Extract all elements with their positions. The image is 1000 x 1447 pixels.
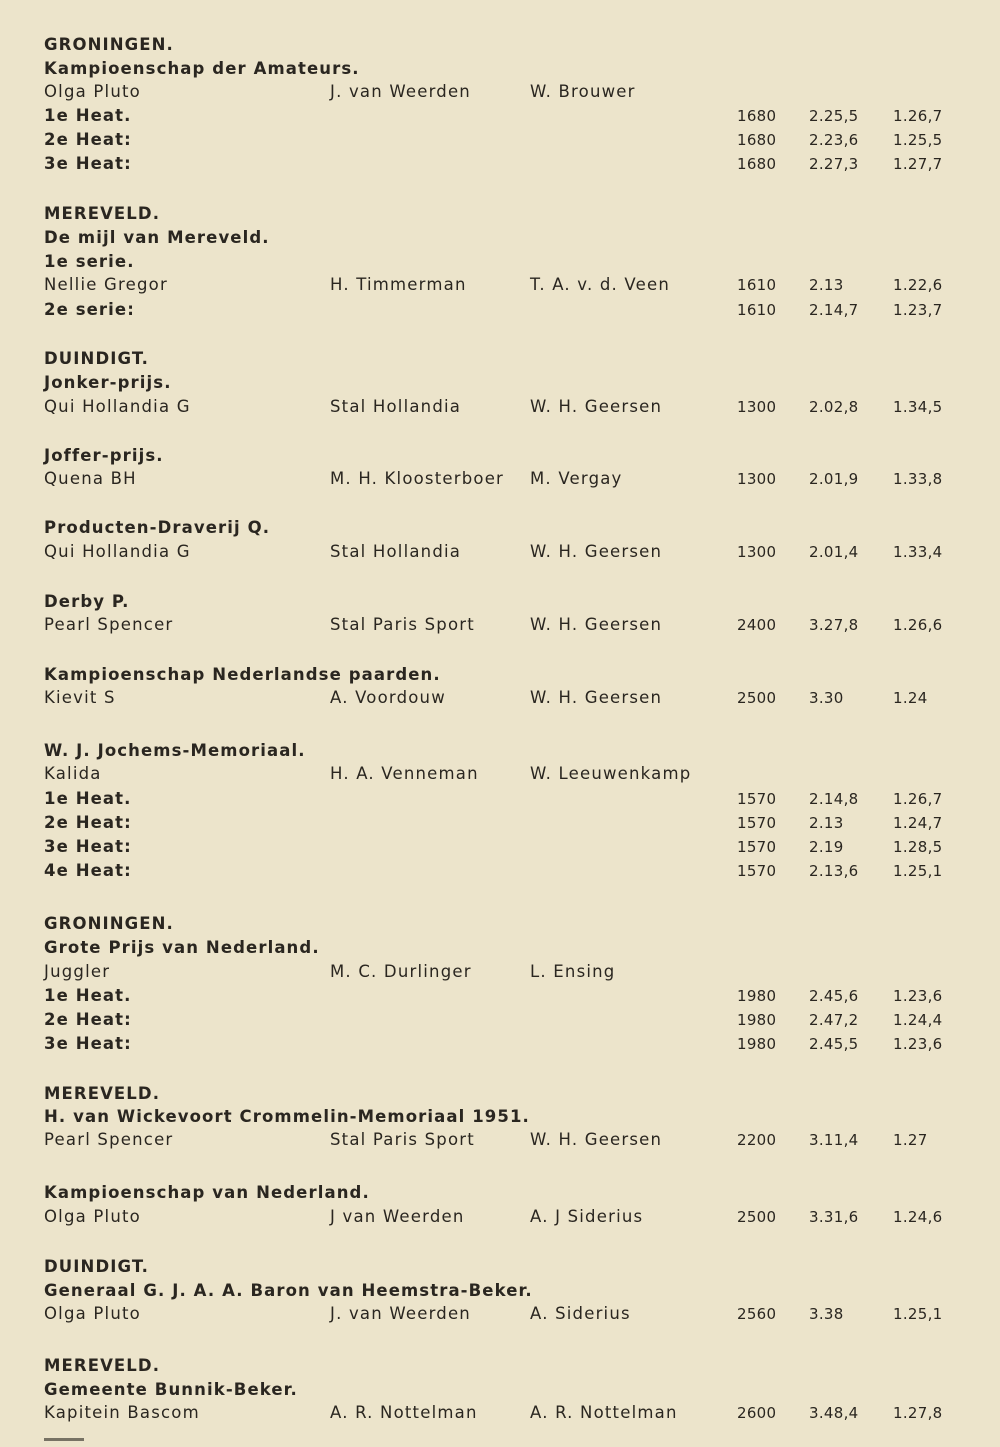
result-line bbox=[0, 613, 1000, 637]
km-time-value: 1.25,5 bbox=[893, 131, 943, 149]
distance-value: 2560 bbox=[737, 1305, 777, 1323]
race-label: Kalida bbox=[44, 764, 102, 783]
time-value: 2.45,6 bbox=[809, 987, 859, 1005]
result-line bbox=[0, 1128, 1000, 1152]
race-label: DUINDIGT. bbox=[44, 349, 150, 368]
time-value: 3.27,8 bbox=[809, 616, 859, 634]
race-label: 3e Heat: bbox=[44, 837, 132, 856]
distance-value: 1570 bbox=[737, 790, 777, 808]
race-label: 2e Heat: bbox=[44, 813, 132, 832]
section-heading-line bbox=[0, 1082, 1000, 1106]
race-label: Gemeente Bunnik-Beker. bbox=[44, 1380, 298, 1399]
km-time-value: 1.26,6 bbox=[893, 616, 943, 634]
distance-value: 2400 bbox=[737, 616, 777, 634]
owner-name: M. H. Kloosterboer bbox=[330, 469, 505, 488]
section-heading-line bbox=[0, 444, 1000, 468]
driver-name: W. H. Geersen bbox=[530, 397, 663, 416]
section-heading-line bbox=[0, 1378, 1000, 1402]
time-value: 2.45,5 bbox=[809, 1035, 859, 1053]
section-heading-line bbox=[0, 1181, 1000, 1205]
race-label: Kievit S bbox=[44, 688, 116, 707]
km-time-value: 1.27 bbox=[893, 1131, 928, 1149]
race-label: GRONINGEN. bbox=[44, 914, 174, 933]
race-label: Jonker-prijs. bbox=[44, 373, 172, 392]
section-heading-line bbox=[0, 1008, 1000, 1032]
distance-value: 1610 bbox=[737, 301, 777, 319]
km-time-value: 1.23,6 bbox=[893, 987, 943, 1005]
distance-value: 1980 bbox=[737, 1035, 777, 1053]
time-value: 2.14,7 bbox=[809, 301, 859, 319]
race-label: Quena BH bbox=[44, 469, 137, 488]
result-line bbox=[0, 395, 1000, 419]
driver-name: W. Leeuwenkamp bbox=[530, 764, 692, 783]
owner-name: A. R. Nottelman bbox=[330, 1403, 478, 1422]
time-value: 2.01,9 bbox=[809, 470, 859, 488]
section-heading-line bbox=[0, 859, 1000, 883]
time-value: 2.47,2 bbox=[809, 1011, 859, 1029]
distance-value: 1680 bbox=[737, 107, 777, 125]
distance-value: 1980 bbox=[737, 987, 777, 1005]
race-label: 1e Heat. bbox=[44, 789, 132, 808]
section-heading-line bbox=[0, 1032, 1000, 1056]
owner-name: Stal Hollandia bbox=[330, 397, 462, 416]
time-value: 2.13 bbox=[809, 276, 844, 294]
distance-value: 1680 bbox=[737, 131, 777, 149]
section-heading-line bbox=[0, 57, 1000, 81]
race-label: Olga Pluto bbox=[44, 1207, 141, 1226]
race-label: Kapitein Bascom bbox=[44, 1403, 200, 1422]
race-label: Pearl Spencer bbox=[44, 1130, 174, 1149]
race-label: 1e serie. bbox=[44, 252, 135, 271]
section-heading-line bbox=[0, 811, 1000, 835]
result-line bbox=[0, 686, 1000, 710]
race-label: Kampioenschap Nederlandse paarden. bbox=[44, 665, 441, 684]
race-label: 2e Heat: bbox=[44, 130, 132, 149]
race-label: Producten-Draverij Q. bbox=[44, 518, 271, 537]
time-value: 2.13,6 bbox=[809, 862, 859, 880]
section-heading-line bbox=[0, 347, 1000, 371]
race-label: 2e serie: bbox=[44, 300, 135, 319]
race-label: Kampioenschap van Nederland. bbox=[44, 1183, 370, 1202]
section-heading-line bbox=[0, 371, 1000, 395]
race-label: Derby P. bbox=[44, 592, 130, 611]
owner-name: Stal Paris Sport bbox=[330, 615, 475, 634]
race-label: 3e Heat: bbox=[44, 1034, 132, 1053]
race-label: MEREVELD. bbox=[44, 204, 161, 223]
owner-name: A. Voordouw bbox=[330, 688, 446, 707]
race-label: W. J. Jochems-Memoriaal. bbox=[44, 741, 306, 760]
driver-name: W. H. Geersen bbox=[530, 615, 663, 634]
time-value: 2.27,3 bbox=[809, 155, 859, 173]
race-label: Olga Pluto bbox=[44, 82, 141, 101]
time-value: 3.30 bbox=[809, 689, 844, 707]
page-number-fragment bbox=[44, 1438, 84, 1441]
time-value: 3.38 bbox=[809, 1305, 844, 1323]
driver-name: W. H. Geersen bbox=[530, 1130, 663, 1149]
race-label: Pearl Spencer bbox=[44, 615, 174, 634]
km-time-value: 1.33,8 bbox=[893, 470, 943, 488]
time-value: 2.14,8 bbox=[809, 790, 859, 808]
result-line bbox=[0, 1205, 1000, 1229]
distance-value: 1680 bbox=[737, 155, 777, 173]
race-label: MEREVELD. bbox=[44, 1356, 161, 1375]
section-heading-line bbox=[0, 298, 1000, 322]
km-time-value: 1.22,6 bbox=[893, 276, 943, 294]
km-time-value: 1.34,5 bbox=[893, 398, 943, 416]
section-heading-line bbox=[0, 128, 1000, 152]
km-time-value: 1.28,5 bbox=[893, 838, 943, 856]
result-line bbox=[0, 467, 1000, 491]
section-heading-line bbox=[0, 1255, 1000, 1279]
driver-name: W. H. Geersen bbox=[530, 688, 663, 707]
owner-name: H. A. Venneman bbox=[330, 764, 479, 783]
time-value: 2.23,6 bbox=[809, 131, 859, 149]
driver-name: A. R. Nottelman bbox=[530, 1403, 678, 1422]
result-line bbox=[0, 80, 1000, 104]
result-line bbox=[0, 1302, 1000, 1326]
owner-name: Stal Paris Sport bbox=[330, 1130, 475, 1149]
section-heading-line bbox=[0, 1279, 1000, 1303]
result-line bbox=[0, 273, 1000, 297]
race-label: Olga Pluto bbox=[44, 1304, 141, 1323]
distance-value: 2200 bbox=[737, 1131, 777, 1149]
section-heading-line bbox=[0, 936, 1000, 960]
distance-value: 1300 bbox=[737, 470, 777, 488]
owner-name: H. Timmerman bbox=[330, 275, 467, 294]
result-line bbox=[0, 1401, 1000, 1425]
section-heading-line bbox=[0, 202, 1000, 226]
km-time-value: 1.27,8 bbox=[893, 1404, 943, 1422]
distance-value: 1980 bbox=[737, 1011, 777, 1029]
km-time-value: 1.25,1 bbox=[893, 1305, 943, 1323]
race-label: 1e Heat. bbox=[44, 986, 132, 1005]
driver-name: L. Ensing bbox=[530, 962, 616, 981]
time-value: 3.11,4 bbox=[809, 1131, 859, 1149]
result-line bbox=[0, 540, 1000, 564]
owner-name: J. van Weerden bbox=[330, 1304, 471, 1323]
section-heading-line bbox=[0, 516, 1000, 540]
owner-name: J. van Weerden bbox=[330, 82, 471, 101]
race-label: Juggler bbox=[44, 962, 111, 981]
race-label: Qui Hollandia G bbox=[44, 542, 191, 561]
owner-name: J van Weerden bbox=[330, 1207, 465, 1226]
race-label: Joffer-prijs. bbox=[44, 446, 164, 465]
section-heading-line bbox=[0, 1105, 1000, 1129]
driver-name: T. A. v. d. Veen bbox=[530, 275, 671, 294]
section-heading-line bbox=[0, 590, 1000, 614]
race-label: De mijl van Mereveld. bbox=[44, 228, 270, 247]
time-value: 2.02,8 bbox=[809, 398, 859, 416]
km-time-value: 1.26,7 bbox=[893, 790, 943, 808]
time-value: 3.48,4 bbox=[809, 1404, 859, 1422]
section-heading-line bbox=[0, 663, 1000, 687]
km-time-value: 1.24,4 bbox=[893, 1011, 943, 1029]
section-heading-line bbox=[0, 1354, 1000, 1378]
section-heading-line bbox=[0, 984, 1000, 1008]
race-label: MEREVELD. bbox=[44, 1084, 161, 1103]
km-time-value: 1.23,6 bbox=[893, 1035, 943, 1053]
race-label: Nellie Gregor bbox=[44, 275, 168, 294]
km-time-value: 1.33,4 bbox=[893, 543, 943, 561]
section-heading-line bbox=[0, 152, 1000, 176]
race-label: 4e Heat: bbox=[44, 861, 132, 880]
section-heading-line bbox=[0, 787, 1000, 811]
driver-name: M. Vergay bbox=[530, 469, 623, 488]
section-heading-line bbox=[0, 104, 1000, 128]
km-time-value: 1.24,6 bbox=[893, 1208, 943, 1226]
section-heading-line bbox=[0, 226, 1000, 250]
owner-name: M. C. Durlinger bbox=[330, 962, 472, 981]
distance-value: 1570 bbox=[737, 862, 777, 880]
distance-value: 1570 bbox=[737, 814, 777, 832]
driver-name: A. Siderius bbox=[530, 1304, 631, 1323]
driver-name: W. H. Geersen bbox=[530, 542, 663, 561]
race-label: 2e Heat: bbox=[44, 1010, 132, 1029]
race-label: Qui Hollandia G bbox=[44, 397, 191, 416]
distance-value: 2500 bbox=[737, 689, 777, 707]
distance-value: 1300 bbox=[737, 398, 777, 416]
race-label: H. van Wickevoort Crommelin-Memoriaal 1951. bbox=[44, 1107, 530, 1126]
section-heading-line bbox=[0, 250, 1000, 274]
time-value: 2.13 bbox=[809, 814, 844, 832]
time-value: 2.19 bbox=[809, 838, 844, 856]
race-label: Grote Prijs van Nederland. bbox=[44, 938, 320, 957]
distance-value: 1610 bbox=[737, 276, 777, 294]
section-heading-line bbox=[0, 739, 1000, 763]
km-time-value: 1.23,7 bbox=[893, 301, 943, 319]
section-heading-line bbox=[0, 33, 1000, 57]
race-label: 3e Heat: bbox=[44, 154, 132, 173]
race-label: DUINDIGT. bbox=[44, 1257, 150, 1276]
distance-value: 1300 bbox=[737, 543, 777, 561]
race-label: Generaal G. J. A. A. Baron van Heemstra-Beker. bbox=[44, 1281, 533, 1300]
km-time-value: 1.24,7 bbox=[893, 814, 943, 832]
section-heading-line bbox=[0, 912, 1000, 936]
km-time-value: 1.27,7 bbox=[893, 155, 943, 173]
race-label: 1e Heat. bbox=[44, 106, 132, 125]
driver-name: A. J Siderius bbox=[530, 1207, 644, 1226]
result-line bbox=[0, 762, 1000, 786]
distance-value: 2600 bbox=[737, 1404, 777, 1422]
driver-name: W. Brouwer bbox=[530, 82, 636, 101]
owner-name: Stal Hollandia bbox=[330, 542, 462, 561]
distance-value: 2500 bbox=[737, 1208, 777, 1226]
distance-value: 1570 bbox=[737, 838, 777, 856]
time-value: 2.01,4 bbox=[809, 543, 859, 561]
km-time-value: 1.26,7 bbox=[893, 107, 943, 125]
km-time-value: 1.25,1 bbox=[893, 862, 943, 880]
race-label: GRONINGEN. bbox=[44, 35, 174, 54]
km-time-value: 1.24 bbox=[893, 689, 928, 707]
result-line bbox=[0, 960, 1000, 984]
time-value: 2.25,5 bbox=[809, 107, 859, 125]
time-value: 3.31,6 bbox=[809, 1208, 859, 1226]
section-heading-line bbox=[0, 835, 1000, 859]
race-label: Kampioenschap der Amateurs. bbox=[44, 59, 360, 78]
